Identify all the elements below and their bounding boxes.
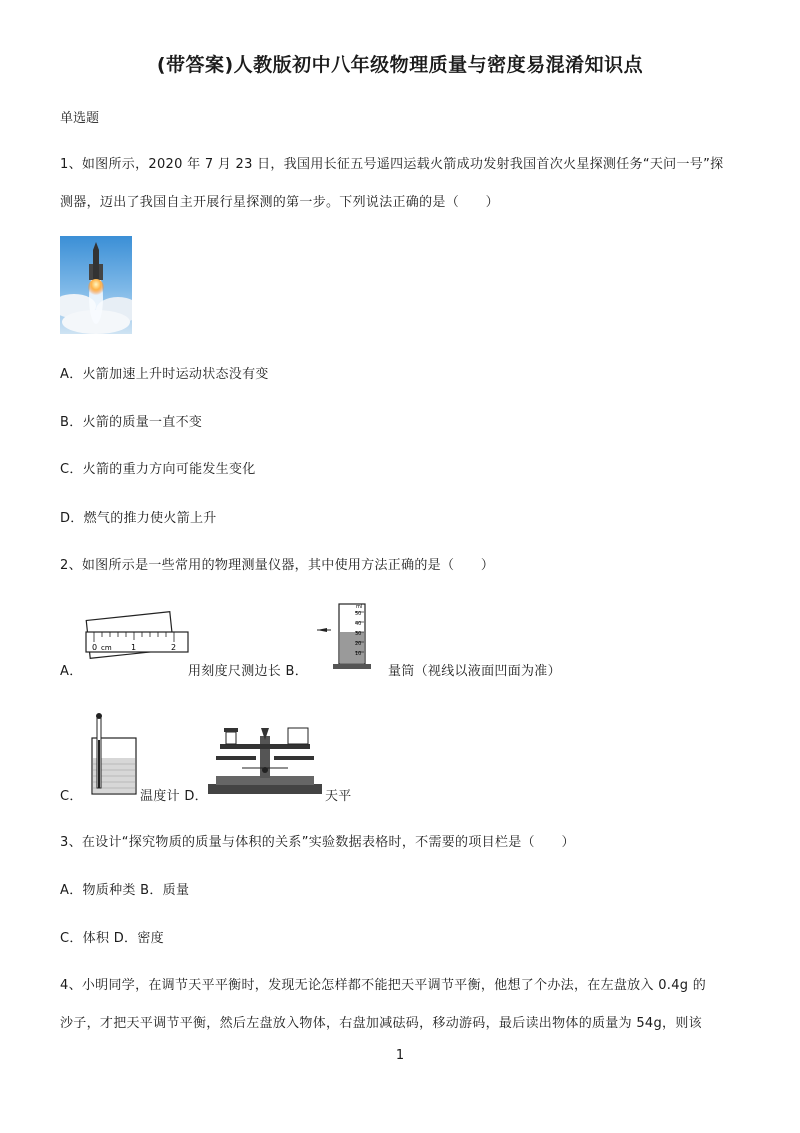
q2-option-a-label: A． bbox=[60, 664, 83, 679]
cylinder-tick-40: 40 bbox=[355, 621, 362, 627]
ruler-unit: cm bbox=[101, 644, 112, 652]
cylinder-tick-20: 20 bbox=[355, 641, 362, 647]
q2-option-b-text: 量筒（视线以液面凹面为准） bbox=[388, 664, 561, 679]
q4-stem-line2: 沙子，才把天平调节平衡，然后左盘放入物体，右盘加减砝码，移动游码，最后读出物体的质量为 54g，则该 bbox=[60, 1016, 702, 1031]
q1-stem-line2: 测器，迈出了我国自主开展行星探测的第一步。下列说法正确的是（ ） bbox=[60, 195, 499, 210]
q3-options-ab: A．物质种类 B．质量 bbox=[60, 883, 190, 898]
cylinder-tick-10: 10 bbox=[355, 651, 362, 657]
q1-stem-line1: 1、如图所示，2020 年 7 月 23 日，我国用长征五号遥四运载火箭成功发射我国首次火星探测任务“天问一号”探 bbox=[60, 157, 724, 172]
q2-option-d-text: 天平 bbox=[325, 789, 352, 804]
q2-option-c-label: C． bbox=[60, 789, 83, 804]
graduated-cylinder-figure bbox=[315, 600, 375, 672]
cylinder-tick-30: 30 bbox=[355, 631, 362, 637]
ruler-tick-0: 0 bbox=[92, 643, 98, 652]
ruler-figure bbox=[80, 610, 190, 676]
q1-option-d: D．燃气的推力使火箭上升 bbox=[60, 511, 217, 526]
balance-figure bbox=[206, 718, 324, 800]
q1-option-c: C．火箭的重力方向可能发生变化 bbox=[60, 462, 256, 477]
q2-stem: 2、如图所示是一些常用的物理测量仪器，其中使用方法正确的是（ ） bbox=[60, 558, 495, 573]
page-title: (带答案)人教版初中八年级物理质量与密度易混淆知识点 bbox=[156, 54, 644, 76]
section-heading: 单选题 bbox=[60, 111, 100, 126]
q4-stem-line1: 4、小明同学，在调节天平平衡时，发现无论怎样都不能把天平调节平衡，他想了个办法，在左盘放入 0.4g 的 bbox=[60, 978, 707, 993]
q3-options-cd: C．体积 D．密度 bbox=[60, 931, 164, 946]
q2-option-c-text: 温度计 D． bbox=[140, 789, 208, 804]
page-number: 1 bbox=[395, 1048, 405, 1063]
cylinder-unit: ml bbox=[356, 604, 363, 610]
ruler-tick-2: 2 bbox=[171, 643, 177, 652]
q1-option-b: B．火箭的质量一直不变 bbox=[60, 415, 203, 430]
ruler-tick-1: 1 bbox=[131, 643, 137, 652]
cylinder-tick-50: 50 bbox=[355, 611, 362, 617]
rocket-launch-image bbox=[60, 236, 132, 334]
q3-stem: 3、在设计“探究物质的质量与体积的关系”实验数据表格时，不需要的项目栏是（ ） bbox=[60, 835, 575, 850]
thermometer-beaker-figure bbox=[88, 710, 140, 796]
q1-option-a: A．火箭加速上升时运动状态没有变 bbox=[60, 367, 269, 382]
q2-option-a-text: 用刻度尺测边长 B． bbox=[188, 664, 309, 679]
